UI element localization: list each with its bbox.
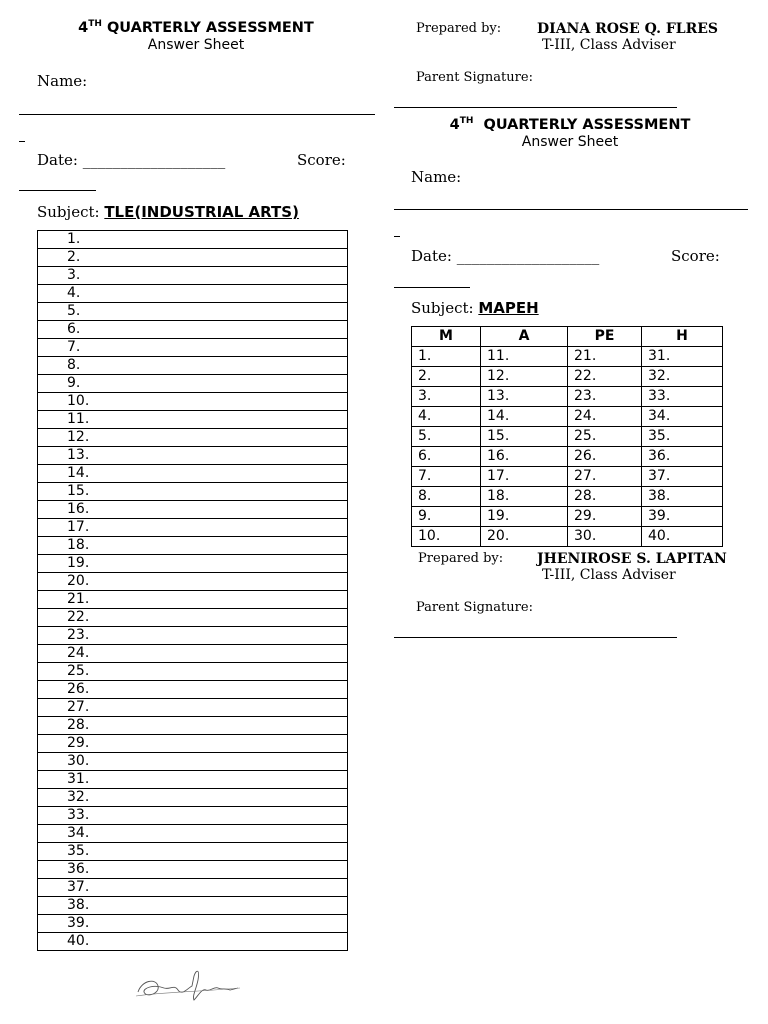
answer-number-cell: 3.	[38, 267, 348, 285]
table-row	[412, 387, 723, 407]
mapeh-answer-cell: 26.	[568, 447, 642, 467]
mapeh-answer-cell: 37.	[642, 467, 723, 487]
right-subject-value: MAPEH	[478, 299, 539, 317]
left-subject	[37, 203, 299, 221]
answer-number-cell: 11.	[38, 411, 348, 429]
bottom-prepared-label: Prepared by:	[418, 551, 504, 566]
mapeh-answer-cell: 39.	[642, 507, 723, 527]
answer-number-cell: 30.	[38, 753, 348, 771]
answer-number-cell: 23.	[38, 627, 348, 645]
right-score-label: Score:	[671, 247, 720, 265]
mapeh-answer-cell: 5.	[412, 427, 481, 447]
table-row	[38, 699, 348, 717]
table-row	[38, 825, 348, 843]
answer-number-cell: 19.	[38, 555, 348, 573]
answer-number-cell: 38.	[38, 897, 348, 915]
mapeh-answer-cell: 13.	[481, 387, 568, 407]
left-answer-table	[37, 230, 348, 951]
right-subject-label: Subject:	[411, 299, 479, 317]
mapeh-column-header: H	[642, 327, 723, 347]
answer-number-cell: 6.	[38, 321, 348, 339]
answer-number-cell: 12.	[38, 429, 348, 447]
table-row	[412, 467, 723, 487]
mapeh-answer-cell: 40.	[642, 527, 723, 547]
table-row	[38, 915, 348, 933]
table-row	[38, 537, 348, 555]
left-title: 4TH QUARTERLY ASSESSMENT	[78, 19, 314, 36]
table-row	[412, 367, 723, 387]
table-row	[38, 663, 348, 681]
mapeh-answer-cell: 15.	[481, 427, 568, 447]
table-row	[38, 789, 348, 807]
mapeh-answer-table	[411, 326, 723, 547]
table-row	[412, 527, 723, 547]
mapeh-answer-cell: 1.	[412, 347, 481, 367]
answer-number-cell: 27.	[38, 699, 348, 717]
mapeh-answer-cell: 32.	[642, 367, 723, 387]
table-row	[38, 843, 348, 861]
table-row	[38, 501, 348, 519]
table-row	[38, 249, 348, 267]
left-name-label: Name:	[37, 72, 88, 90]
top-prepared-label: Prepared by:	[416, 21, 502, 36]
table-row	[38, 591, 348, 609]
mapeh-answer-cell: 29.	[568, 507, 642, 527]
mapeh-answer-cell: 10.	[412, 527, 481, 547]
mapeh-answer-cell: 24.	[568, 407, 642, 427]
answer-number-cell: 8.	[38, 357, 348, 375]
table-row	[38, 303, 348, 321]
answer-number-cell: 28.	[38, 717, 348, 735]
answer-number-cell: 24.	[38, 645, 348, 663]
mapeh-answer-cell: 12.	[481, 367, 568, 387]
mapeh-answer-cell: 22.	[568, 367, 642, 387]
left-score-line	[19, 190, 96, 191]
table-row	[38, 627, 348, 645]
table-row	[38, 879, 348, 897]
table-row	[38, 393, 348, 411]
mapeh-answer-cell: 27.	[568, 467, 642, 487]
table-row	[38, 609, 348, 627]
mapeh-answer-cell: 11.	[481, 347, 568, 367]
right-subject	[411, 299, 539, 317]
top-teacher-role: T-III, Class Adviser	[542, 37, 676, 53]
answer-number-cell: 16.	[38, 501, 348, 519]
table-row	[412, 347, 723, 367]
table-row	[38, 267, 348, 285]
mapeh-answer-cell: 33.	[642, 387, 723, 407]
table-row	[38, 357, 348, 375]
mapeh-answer-cell: 31.	[642, 347, 723, 367]
table-row	[38, 717, 348, 735]
mapeh-column-header: A	[481, 327, 568, 347]
table-row	[38, 807, 348, 825]
table-row	[38, 573, 348, 591]
top-parent-signature-line	[394, 107, 677, 108]
answer-number-cell: 18.	[38, 537, 348, 555]
top-parent-label: Parent Signature:	[416, 70, 533, 85]
signature-image	[134, 966, 244, 1006]
top-teacher-name: DIANA ROSE Q. FLRES	[537, 21, 719, 37]
answer-number-cell: 4.	[38, 285, 348, 303]
answer-number-cell: 10.	[38, 393, 348, 411]
answer-number-cell: 34.	[38, 825, 348, 843]
answer-number-cell: 35.	[38, 843, 348, 861]
mapeh-answer-cell: 16.	[481, 447, 568, 467]
bottom-parent-signature-line	[394, 637, 677, 638]
mapeh-column-header: M	[412, 327, 481, 347]
table-row	[38, 429, 348, 447]
table-row	[38, 933, 348, 951]
right-date-label: Date: ___________________	[411, 247, 600, 265]
table-row	[38, 897, 348, 915]
answer-number-cell: 1.	[38, 231, 348, 249]
mapeh-answer-cell: 3.	[412, 387, 481, 407]
mapeh-answer-cell: 4.	[412, 407, 481, 427]
answer-number-cell: 2.	[38, 249, 348, 267]
table-row	[412, 507, 723, 527]
mapeh-answer-cell: 7.	[412, 467, 481, 487]
answer-number-cell: 22.	[38, 609, 348, 627]
bottom-teacher-name: JHENIROSE S. LAPITAN	[537, 551, 727, 567]
answer-number-cell: 17.	[38, 519, 348, 537]
mapeh-answer-cell: 14.	[481, 407, 568, 427]
left-name-line-tail	[19, 141, 25, 142]
table-row	[38, 339, 348, 357]
mapeh-answer-cell: 17.	[481, 467, 568, 487]
answer-number-cell: 20.	[38, 573, 348, 591]
mapeh-answer-cell: 38.	[642, 487, 723, 507]
answer-number-cell: 7.	[38, 339, 348, 357]
table-row	[38, 411, 348, 429]
right-name-line	[394, 209, 748, 210]
mapeh-column-header: PE	[568, 327, 642, 347]
table-row	[38, 555, 348, 573]
answer-number-cell: 25.	[38, 663, 348, 681]
left-score-label: Score:	[297, 151, 346, 169]
table-row	[38, 483, 348, 501]
mapeh-answer-cell: 25.	[568, 427, 642, 447]
table-row	[38, 519, 348, 537]
mapeh-answer-cell: 36.	[642, 447, 723, 467]
table-row	[38, 861, 348, 879]
right-score-line	[394, 287, 470, 288]
table-row	[38, 321, 348, 339]
left-subtitle: Answer Sheet	[147, 37, 245, 53]
right-name-line-tail	[394, 236, 400, 237]
mapeh-answer-cell: 28.	[568, 487, 642, 507]
mapeh-answer-cell: 8.	[412, 487, 481, 507]
answer-number-cell: 14.	[38, 465, 348, 483]
mapeh-answer-cell: 30.	[568, 527, 642, 547]
answer-number-cell: 31.	[38, 771, 348, 789]
answer-number-cell: 21.	[38, 591, 348, 609]
bottom-teacher-role: T-III, Class Adviser	[542, 567, 676, 583]
answer-number-cell: 37.	[38, 879, 348, 897]
table-row	[38, 375, 348, 393]
mapeh-answer-cell: 34.	[642, 407, 723, 427]
table-row	[38, 753, 348, 771]
table-row	[38, 681, 348, 699]
left-date-label: Date: ___________________	[37, 151, 226, 169]
table-row	[412, 487, 723, 507]
answer-number-cell: 39.	[38, 915, 348, 933]
answer-number-cell: 32.	[38, 789, 348, 807]
table-row	[412, 427, 723, 447]
mapeh-answer-cell: 20.	[481, 527, 568, 547]
right-name-label: Name:	[411, 168, 462, 186]
mapeh-answer-cell: 21.	[568, 347, 642, 367]
answer-number-cell: 40.	[38, 933, 348, 951]
mapeh-answer-cell: 6.	[412, 447, 481, 467]
answer-number-cell: 33.	[38, 807, 348, 825]
mapeh-answer-cell: 35.	[642, 427, 723, 447]
answer-number-cell: 29.	[38, 735, 348, 753]
bottom-parent-label: Parent Signature:	[416, 600, 533, 615]
mapeh-answer-cell: 23.	[568, 387, 642, 407]
answer-number-cell: 26.	[38, 681, 348, 699]
mapeh-answer-cell: 2.	[412, 367, 481, 387]
right-title: 4TH QUARTERLY ASSESSMENT	[449, 116, 691, 133]
table-row	[38, 645, 348, 663]
left-name-line	[19, 114, 375, 115]
table-row	[38, 465, 348, 483]
table-row	[38, 231, 348, 249]
table-row	[38, 447, 348, 465]
table-row	[38, 285, 348, 303]
right-subtitle: Answer Sheet	[521, 134, 619, 150]
answer-number-cell: 15.	[38, 483, 348, 501]
table-row	[38, 771, 348, 789]
mapeh-answer-cell: 18.	[481, 487, 568, 507]
table-row	[412, 407, 723, 427]
answer-number-cell: 13.	[38, 447, 348, 465]
mapeh-answer-cell: 19.	[481, 507, 568, 527]
answer-number-cell: 9.	[38, 375, 348, 393]
left-subject-label: Subject:	[37, 203, 105, 221]
answer-number-cell: 5.	[38, 303, 348, 321]
mapeh-answer-cell: 9.	[412, 507, 481, 527]
table-row	[38, 735, 348, 753]
table-row	[412, 447, 723, 467]
answer-number-cell: 36.	[38, 861, 348, 879]
left-subject-value: TLE(INDUSTRIAL ARTS)	[104, 203, 299, 221]
